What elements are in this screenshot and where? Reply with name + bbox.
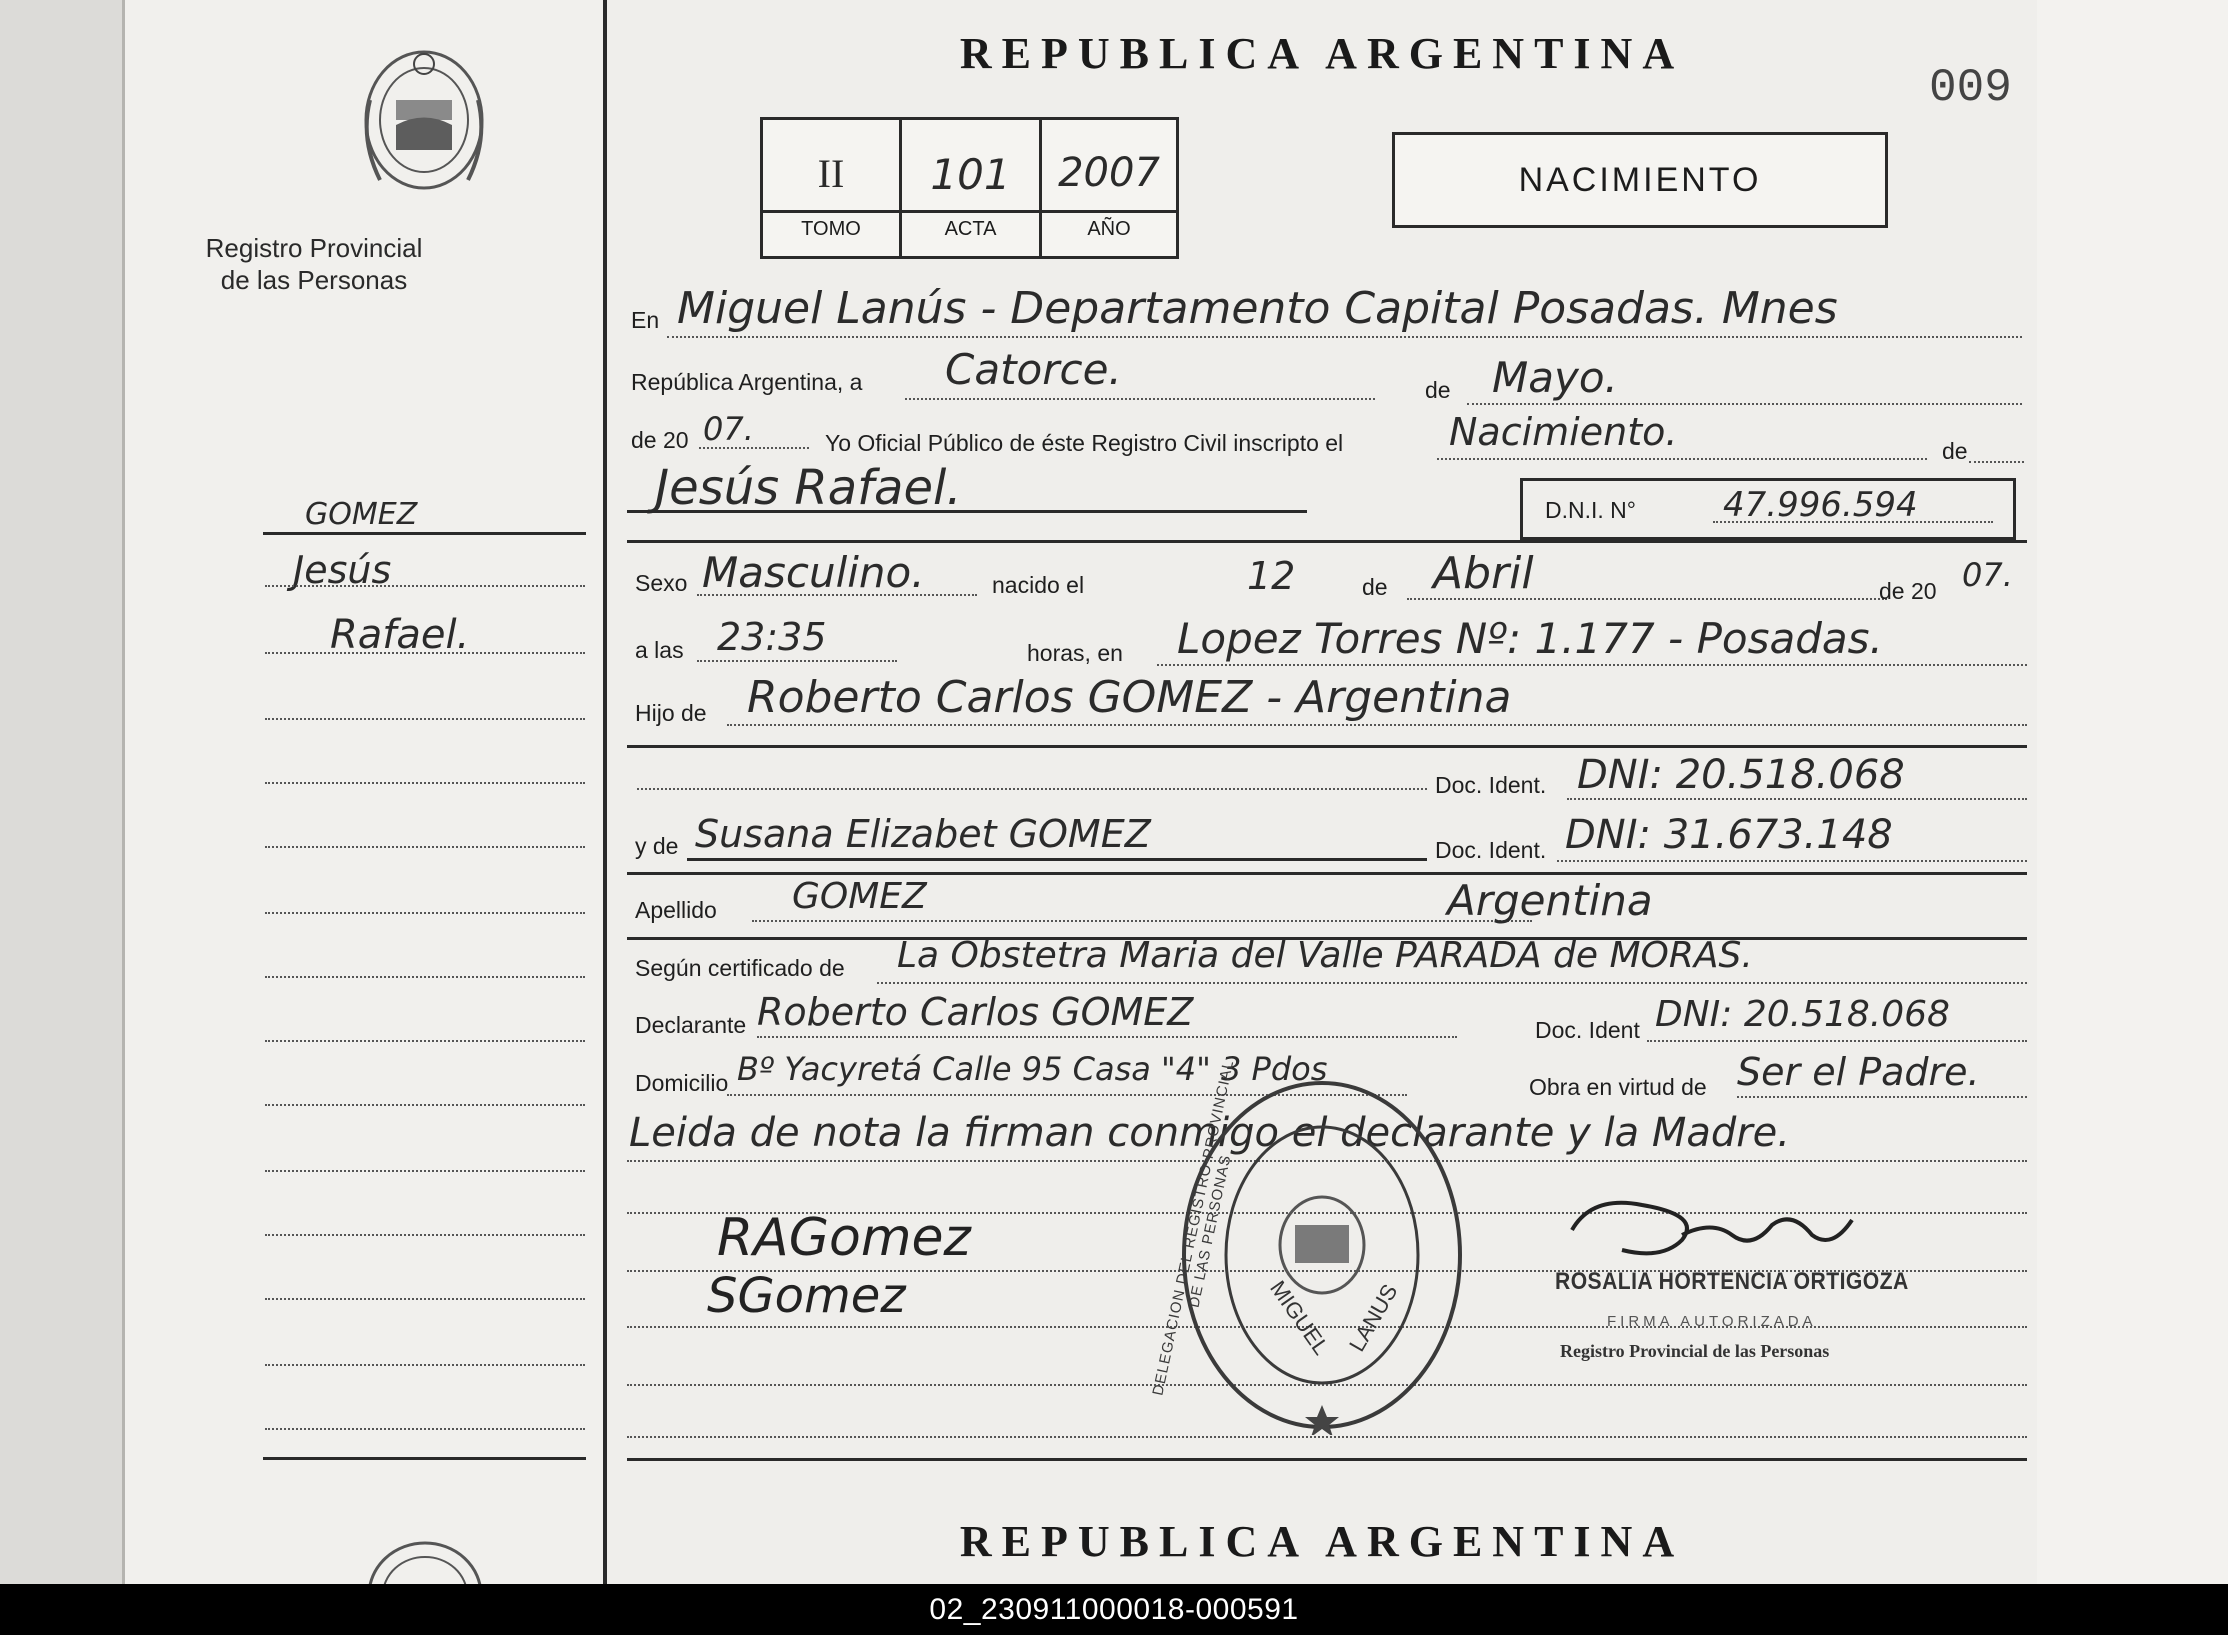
stub-line xyxy=(265,1298,585,1300)
stub-bottom-rule xyxy=(263,1457,586,1460)
birth-record-form xyxy=(603,0,2041,1584)
value-padre: Roberto Carlos GOMEZ - Argentina xyxy=(747,672,1512,723)
value-sexo: Masculino. xyxy=(702,548,925,597)
stub-first-name: Jesús xyxy=(293,548,392,592)
stub-line xyxy=(265,1170,585,1172)
value-dia: Catorce. xyxy=(945,345,1122,394)
stub-line xyxy=(265,585,585,587)
line xyxy=(1647,1040,2027,1042)
stamp-inner-line2: LANUS xyxy=(1344,1279,1403,1356)
label-de-nac-mes: de xyxy=(1362,574,1388,600)
label-hijo-de: Hijo de xyxy=(635,700,707,726)
province-seal-bottom xyxy=(362,1535,488,1584)
registry-name-line2: de las Personas xyxy=(220,265,408,295)
value-nacionalidad: Argentina xyxy=(1447,876,1653,925)
stub-line xyxy=(265,976,585,978)
right-margin xyxy=(2037,0,2228,1584)
bottom-rule xyxy=(627,1458,2027,1461)
stub-surname: GOMEZ xyxy=(305,497,418,532)
image-caption: 02_230911000018-000591 xyxy=(929,1593,1299,1626)
line xyxy=(667,336,2022,338)
value-declarante-doc: DNI: 20.518.068 xyxy=(1655,994,1950,1035)
label-nacido: nacido el xyxy=(992,572,1085,598)
stub-line xyxy=(265,718,585,720)
line xyxy=(727,724,2027,726)
stub-line xyxy=(265,782,585,784)
line xyxy=(637,788,1427,790)
label-sexo: Sexo xyxy=(635,570,688,596)
label-y-de: y de xyxy=(635,833,679,859)
line xyxy=(1737,1096,2027,1098)
line xyxy=(1407,598,1887,600)
signature-1: RAGomez xyxy=(717,1208,971,1268)
line xyxy=(1713,521,1993,523)
value-leida: Leida de nota la firman conmigo el declarante y la Madre. xyxy=(629,1110,1790,1156)
record-type-box xyxy=(1392,132,1888,228)
misiones-seal-icon xyxy=(362,1535,488,1584)
value-nac-anio: 07. xyxy=(1962,556,2013,594)
label-declarante: Declarante xyxy=(635,1012,747,1038)
official-signature-mark xyxy=(1562,1190,1862,1275)
divider xyxy=(763,210,1176,213)
label-obra: Obra en virtud de xyxy=(1529,1074,1707,1100)
stub-second-name: Rafael. xyxy=(330,612,470,658)
line xyxy=(1969,461,2024,463)
label-de20-nac: de 20 xyxy=(1879,578,1937,604)
line xyxy=(757,1036,1457,1038)
label-en: En xyxy=(631,307,660,333)
bottom-title: REPUBLICA ARGENTINA xyxy=(959,1517,1685,1566)
line xyxy=(687,858,1427,861)
label-de20: de 20 xyxy=(631,427,689,453)
signature-2: SGomez xyxy=(707,1268,906,1324)
line xyxy=(905,398,1375,400)
value-nac-mes: Abril xyxy=(1433,548,1534,599)
section-rule xyxy=(627,872,2027,875)
value-mes: Mayo. xyxy=(1492,353,1618,402)
label-segun: Según certificado de xyxy=(635,955,845,981)
stub-line xyxy=(265,1104,585,1106)
anio-value: 2007 xyxy=(1058,150,1160,196)
seal-caption xyxy=(125,232,503,296)
dni-box xyxy=(1520,478,2016,540)
line xyxy=(697,660,897,662)
official-name: ROSALIA HORTENCIA ORTIGOZA xyxy=(1555,1268,1909,1295)
acta-value: 101 xyxy=(930,150,1011,199)
value-lugar-nac: Lopez Torres Nº: 1.177 - Posadas. xyxy=(1177,614,1883,663)
misiones-seal-icon xyxy=(350,30,498,205)
acta-label: ACTA xyxy=(944,218,997,240)
label-yo-oficial: Yo Oficial Público de éste Registro Civil inscripto el xyxy=(825,430,1344,456)
label-a-las: a las xyxy=(635,637,684,663)
line xyxy=(1437,458,1927,460)
value-lugar: Miguel Lanús - Departamento Capital Posadas. Mnes xyxy=(677,283,1838,334)
value-madre: Susana Elizabet GOMEZ xyxy=(695,812,1151,856)
value-anio: 07. xyxy=(703,410,754,448)
province-seal xyxy=(350,30,498,210)
page-number: 009 xyxy=(1929,62,2012,114)
value-nombre: Jesús Rafael. xyxy=(655,460,962,516)
tomo-label: TOMO xyxy=(801,218,861,240)
tomo-value: II xyxy=(817,151,845,196)
line xyxy=(752,920,1532,922)
line xyxy=(1467,403,2022,405)
anio-label: AÑO xyxy=(1087,218,1131,240)
value-dni: 47.996.594 xyxy=(1723,485,1918,525)
line xyxy=(627,510,1307,513)
stamp-inner-line1: MIGUEL xyxy=(1265,1275,1335,1360)
value-inscripto: Nacimiento. xyxy=(1449,410,1678,454)
value-nac-dia: 12 xyxy=(1247,554,1296,598)
line xyxy=(1157,664,2027,666)
official-role: FIRMA AUTORIZADA xyxy=(1607,1313,1817,1330)
stub-column xyxy=(125,0,603,1584)
label-horas-en: horas, en xyxy=(1027,640,1123,666)
value-domicilio: Bº Yacyretá Calle 95 Casa "4" 3 Pdos xyxy=(737,1050,1328,1088)
stub-line xyxy=(265,1040,585,1042)
value-hora: 23:35 xyxy=(717,615,827,659)
label-de-end: de xyxy=(1942,438,1968,464)
binding-gutter xyxy=(0,0,125,1584)
registry-name-line1: Registro Provincial xyxy=(205,233,423,263)
value-padre-doc: DNI: 20.518.068 xyxy=(1577,752,1905,798)
stub-line xyxy=(265,1364,585,1366)
label-de-mes: de xyxy=(1425,377,1451,403)
record-id-box xyxy=(760,117,1179,259)
label-dni: D.N.I. N° xyxy=(1545,497,1636,523)
value-declarante: Roberto Carlos GOMEZ xyxy=(757,990,1194,1034)
stamp-ring-text: DELEGACION DEL REGISTRO PROVINCIAL DE LAS PERSONAS xyxy=(1149,1058,1238,1398)
label-doc-ident-declarante: Doc. Ident xyxy=(1535,1017,1640,1043)
record-type: NACIMIENTO xyxy=(1518,161,1762,199)
stub-line xyxy=(265,1234,585,1236)
label-domicilio: Domicilio xyxy=(635,1070,729,1096)
official-org: Registro Provincial de las Personas xyxy=(1560,1341,1830,1361)
line xyxy=(1567,798,2027,800)
signature-scribble-icon xyxy=(1562,1190,1862,1270)
stub-line xyxy=(265,846,585,848)
value-madre-doc: DNI: 31.673.148 xyxy=(1565,812,1893,858)
stub-line xyxy=(265,912,585,914)
label-doc-ident-padre: Doc. Ident. xyxy=(1435,772,1547,798)
section-rule xyxy=(627,540,2027,543)
label-doc-ident-madre: Doc. Ident. xyxy=(1435,837,1547,863)
label-republica: República Argentina, a xyxy=(631,369,863,395)
image-caption-bar xyxy=(0,1584,2228,1635)
line xyxy=(1557,860,2027,862)
registry-stamp xyxy=(1149,1058,1467,1440)
page-title: REPUBLICA ARGENTINA xyxy=(959,29,1685,78)
line xyxy=(699,447,809,449)
section-rule xyxy=(627,745,2027,748)
line xyxy=(877,982,2027,984)
stub-line xyxy=(265,652,585,654)
line xyxy=(697,594,977,596)
value-certificado: La Obstetra Maria del Valle PARADA de MORAS. xyxy=(897,935,1753,976)
value-apellido: GOMEZ xyxy=(792,876,927,917)
label-apellido: Apellido xyxy=(635,897,717,923)
value-obra: Ser el Padre. xyxy=(1737,1050,1980,1094)
stub-top-rule xyxy=(263,532,586,535)
stub-line xyxy=(265,1428,585,1430)
